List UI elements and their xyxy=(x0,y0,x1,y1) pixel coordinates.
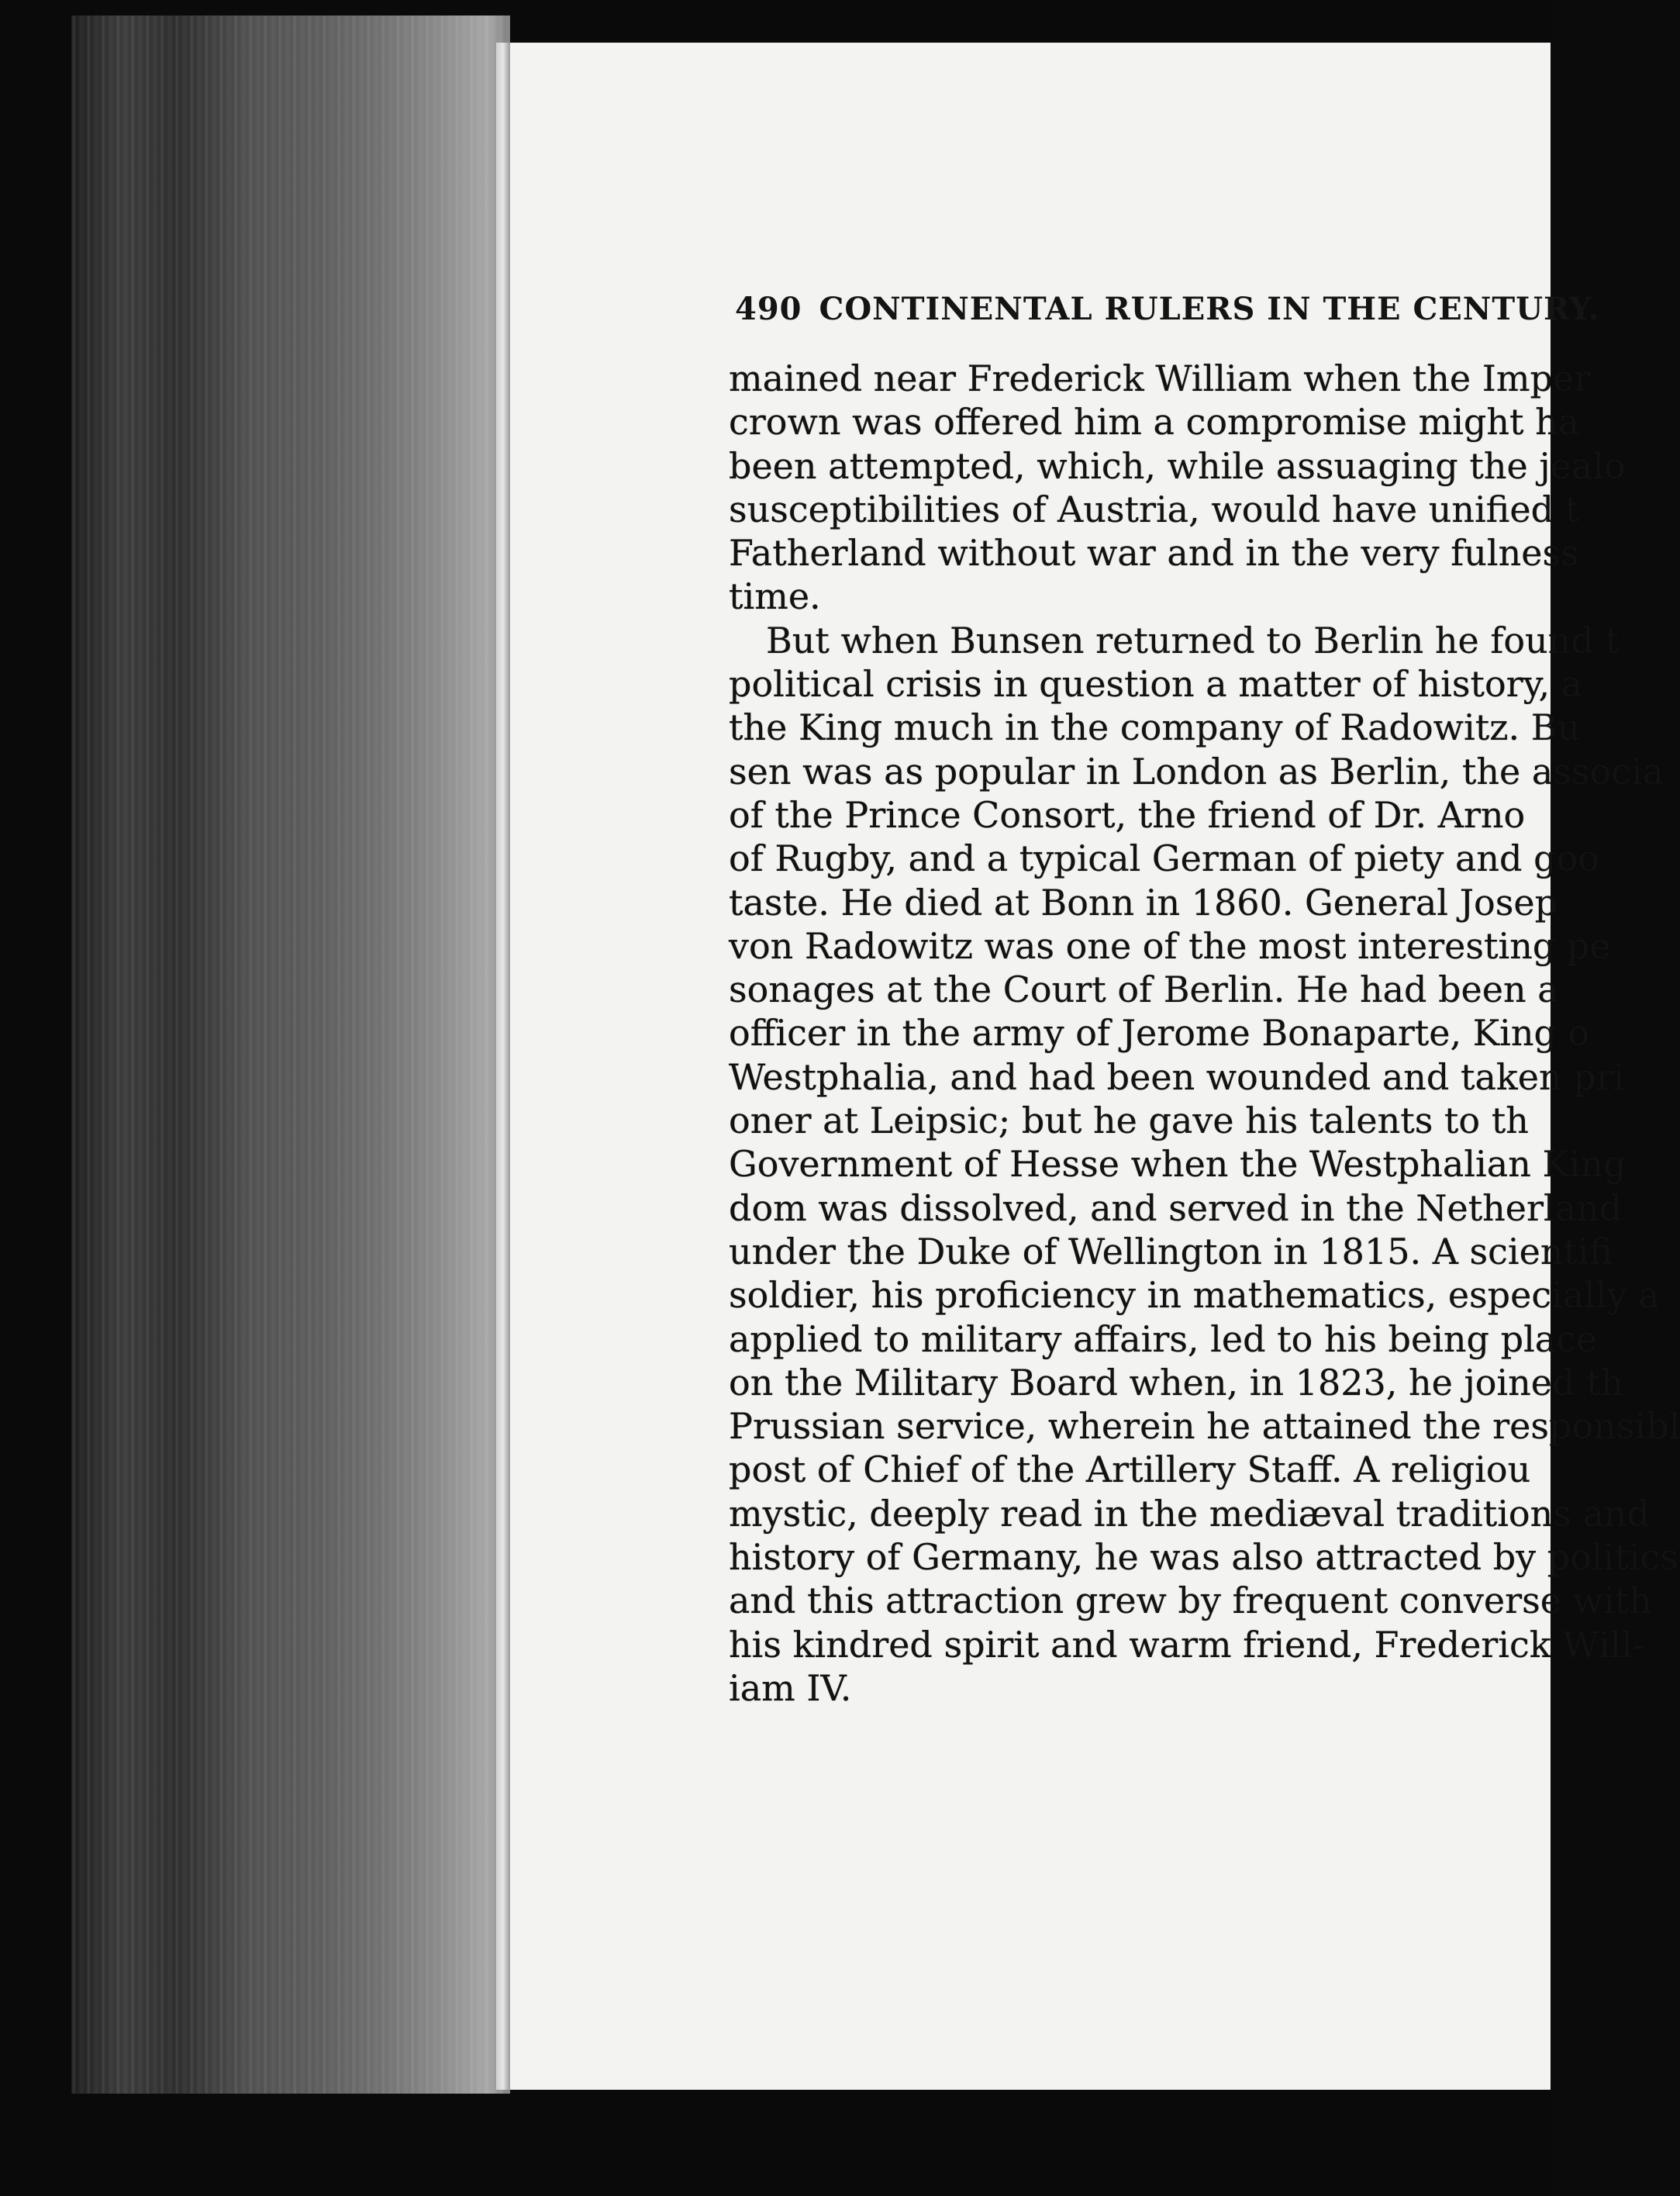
text-line: oner at Leipsic; but he gave his talents to th xyxy=(729,1100,1529,1142)
page-header xyxy=(735,291,1599,327)
text-line: and this attraction grew by frequent converse with xyxy=(729,1580,1652,1622)
text-line: mystic, deeply read in the mediæval traditions and xyxy=(729,1492,1650,1535)
text-line: crown was offered him a compromise might ha xyxy=(729,401,1580,444)
page-number: 490 xyxy=(735,291,802,327)
text-line: Westphalia, and had been wounded and taken pri xyxy=(729,1055,1625,1098)
text-line: of the Prince Consort, the friend of Dr. Arno xyxy=(729,793,1526,836)
body-text xyxy=(729,357,1680,1710)
text-line: iam IV. xyxy=(729,1666,852,1709)
text-line: officer in the army of Jerome Bonaparte, King o xyxy=(729,1012,1590,1055)
text-line: dom was dissolved, and served in the Netherland xyxy=(729,1186,1623,1229)
text-line: taste. He died at Bonn in 1860. General Josep xyxy=(729,881,1558,924)
text-line: on the Military Board when, in 1823, he joined th xyxy=(729,1361,1624,1404)
text-line: under the Duke of Wellington in 1815. A scientifi xyxy=(729,1230,1613,1272)
book-page xyxy=(510,43,1680,2090)
text-line: sonages at the Court of Berlin. He had been a xyxy=(729,969,1559,1011)
text-line: his kindred spirit and warm friend, Frederick Will- xyxy=(729,1623,1645,1666)
text-line: been attempted, which, while assuaging the jealo xyxy=(729,444,1626,487)
text-line: of Rugby, and a typical German of piety and goo xyxy=(729,837,1599,880)
page-edge xyxy=(496,43,510,2090)
paragraph-start-line: But when Bunsen returned to Berlin he found t xyxy=(766,619,1620,661)
text-line: Prussian service, wherein he attained the responsibl xyxy=(729,1405,1680,1448)
text-line: sen was as popular in London as Berlin, the associa xyxy=(729,750,1664,792)
running-title: CONTINENTAL RULERS IN THE CENTURY. xyxy=(819,291,1600,327)
text-line: soldier, his proficiency in mathematics, especially a xyxy=(729,1274,1660,1317)
text-line: von Radowitz was one of the most interesting pe xyxy=(729,924,1611,967)
text-line: mained near Frederick William when the Imper xyxy=(729,357,1592,399)
book-spine xyxy=(71,16,510,2094)
text-line: susceptibilities of Austria, would have unified t xyxy=(729,488,1580,530)
text-line: post of Chief of the Artillery Staff. A religiou xyxy=(729,1448,1531,1491)
text-line: Fatherland without war and in the very fulness xyxy=(729,532,1579,575)
text-line: time. xyxy=(729,575,821,618)
text-line: history of Germany, he was also attracted by politics xyxy=(729,1536,1678,1579)
text-line: Government of Hesse when the Westphalian King xyxy=(729,1143,1627,1186)
text-line: the King much in the company of Radowitz. Bu xyxy=(729,706,1581,749)
text-line: political crisis in question a matter of history, a xyxy=(729,663,1583,706)
text-line: applied to military affairs, led to his being place xyxy=(729,1317,1598,1360)
